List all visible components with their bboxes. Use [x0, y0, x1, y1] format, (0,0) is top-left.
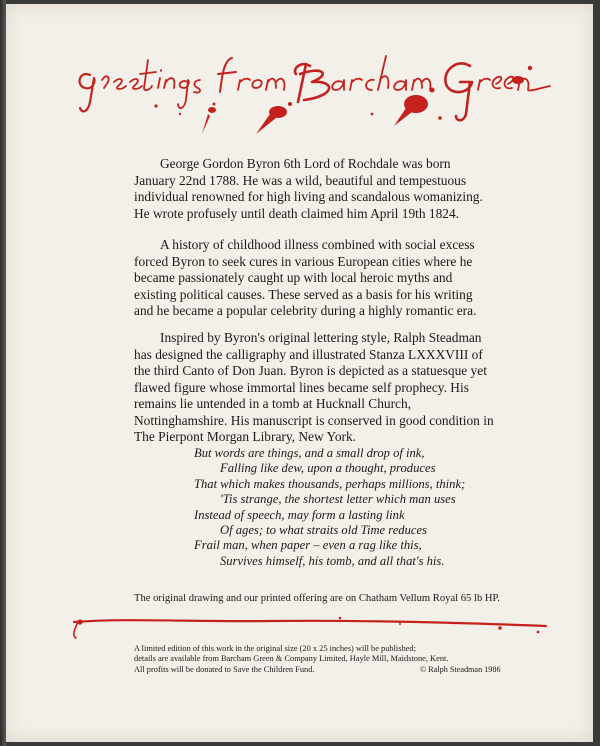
footer-line: details are available from Barcham Green & Company Limited, Hayle Mill, Maidstone, Kent. — [134, 654, 449, 664]
poem-line: Of ages; to what straits old Time reduces — [220, 523, 427, 538]
paragraph-text: A history of childhood illness combined with social excess forced Byron to seek cures in various European cities where he became passionately caught up with local heroic myths and existing political causes. These served as a basis for his writing and he became a popular celebrity during a highly romantic era. — [134, 237, 477, 318]
paragraph-text: Inspired by Byron's original lettering style, Ralph Steadman has designed the calligraphy and illustrated Stanza LXXXVIII of the third Canto of Don Juan. Byron is depicted as a statuesque yet flawed figure whose immortal lines became self prophecy. His remains lie untended in a tomb at Hucknall Church, Nottinghamshire. His manuscript is conserved in good condition in The Pierpont Morgan Library, New York. — [134, 330, 494, 444]
poem-line: That which makes thousands, perhaps millions, think; — [194, 476, 466, 491]
poem-line: 'Tis strange, the shortest letter which man uses — [220, 492, 456, 507]
footer-line: All profits will be donated to Save the Children Fund. — [134, 664, 315, 674]
poem-line: Survives himself, his tomb, and all that's his. — [220, 553, 445, 568]
biography-paragraph-2 — [134, 237, 494, 320]
copyright-notice: © Ralph Steadman 1986 — [420, 665, 501, 674]
paper-note: The original drawing and our printed offering are on Chatham Vellum Royal 65 lb HP. — [134, 593, 500, 604]
poem-line: Instead of speech, may form a lasting link — [194, 507, 405, 522]
biography-paragraph-1 — [134, 156, 494, 222]
poem-line: Falling like dew, upon a thought, produces — [220, 461, 436, 476]
footer-line: A limited edition of this work in the original size (20 x 25 inches) will be published; — [134, 644, 416, 653]
calligraphy-headline — [60, 30, 560, 140]
biography-paragraph-3 — [134, 330, 494, 446]
poem-stanza — [194, 446, 514, 569]
paragraph-text: George Gordon Byron 6th Lord of Rochdale was born January 22nd 1788. He was a wild, beautiful and tempestuous individual renowned for high living and scandalous womanizing. He wrote profusely until death claimed him April 19th 1824. — [134, 156, 483, 221]
poem-line: But words are things, and a small drop of ink, — [194, 446, 425, 460]
poem-line: Frail man, when paper – even a rag like this, — [194, 538, 422, 553]
ink-underline — [70, 608, 550, 644]
